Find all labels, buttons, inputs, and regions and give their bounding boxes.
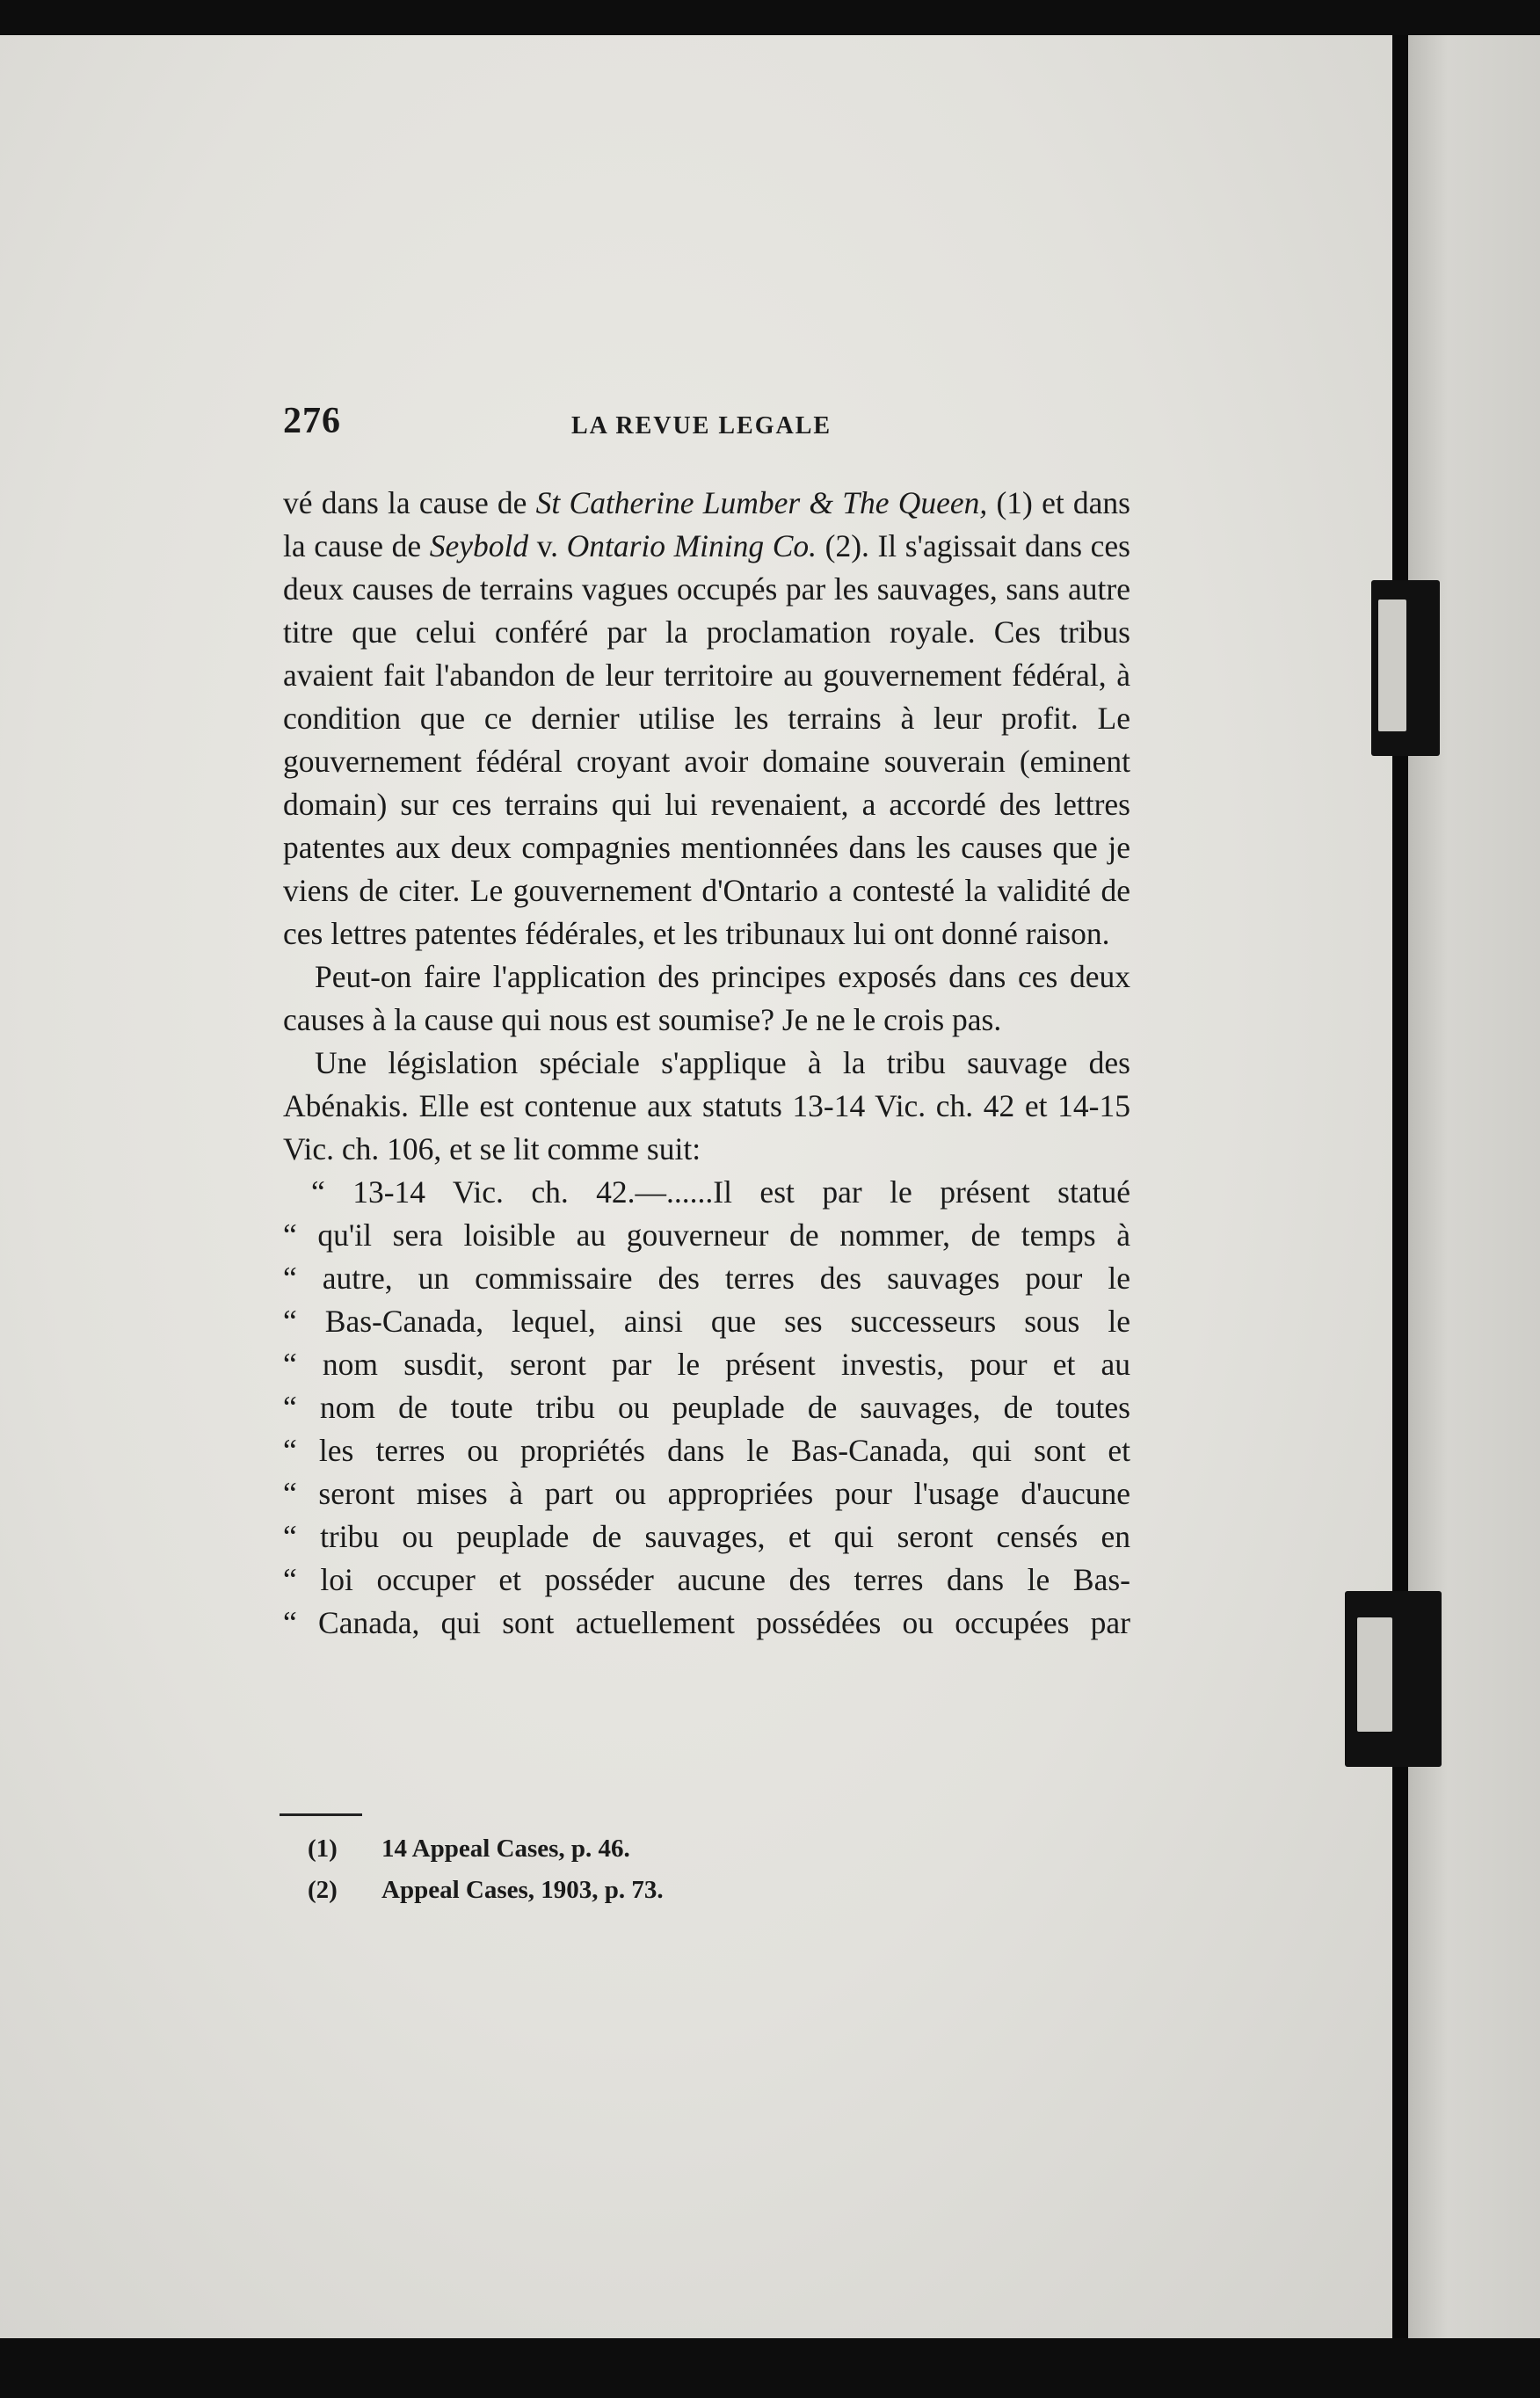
- quote-line: “ Canada, qui sont actuellement possédées ou occupées par: [283, 1605, 1130, 1640]
- footnote: [308, 1870, 664, 1911]
- quote-line: “ nom susdit, seront par le présent investis, pour et au: [283, 1347, 1130, 1382]
- footnote-number: (2): [308, 1876, 338, 1904]
- text-run: (2). Il s'agissait dans ces deux causes de terrains vagues occupés par les sauvages, sans autre titre que celui conféré par la proclamation royale. Ces tribus avaient fait l'abandon de leur territoire au gouvernement fédéral, à condition que ce dernier utilise les terrains à leur profit. Le gouvernement fédéral croyant avoir domaine souverain (eminent domain) sur ces terrains qui lui revenaient, a accordé des lettres patentes aux deux compagnies mentionnées dans les causes que je viens de citer. Le gouvernement d'Ontario a contesté la validité de ces lettres patentes fédérales, et les tribunaux lui ont donné raison.: [283, 528, 1130, 951]
- footnote-number: (1): [308, 1835, 338, 1863]
- binding-tab: [1371, 580, 1440, 756]
- paragraph: [283, 482, 1130, 956]
- paragraph: Une législation spéciale s'applique à la tribu sauvage des Abénakis. Elle est contenue aux statuts 13-14 Vic. ch. 42 et 14-15 Vic. ch. 106, et se lit comme suit:: [283, 1045, 1130, 1166]
- quote-line: “ Bas-Canada, lequel, ainsi que ses successeurs sous le: [283, 1304, 1130, 1339]
- text-run: (1) et dans la cause de: [283, 485, 1130, 563]
- case-name: Seybold: [429, 528, 529, 563]
- footnote-text: 14 Appeal Cases, p. 46.: [381, 1835, 630, 1863]
- quote-line: “ qu'il sera loisible au gouverneur de nommer, de temps à: [283, 1217, 1130, 1253]
- page-gutter-edge: [1392, 35, 1408, 2338]
- binding-tab-paper: [1378, 600, 1406, 731]
- page-number: 276: [283, 401, 341, 441]
- quote-line: “ autre, un commissaire des terres des sauvages pour le: [283, 1261, 1130, 1296]
- text-run: v.: [528, 528, 567, 563]
- text-run: vé dans la cause de: [283, 485, 536, 520]
- footnote: [308, 1828, 664, 1870]
- adjacent-page-strip: [1408, 35, 1540, 2338]
- footnote-rule: [280, 1813, 362, 1816]
- body-text: [283, 482, 1130, 1645]
- quote-line: “ loi occuper et posséder aucune des terres dans le Bas-: [283, 1562, 1130, 1597]
- case-name: Ontario Mining Co.: [566, 528, 817, 563]
- page-header: [283, 400, 1136, 453]
- case-name: St Catherine Lumber & The Queen,: [535, 485, 988, 520]
- statute-quote: [283, 1171, 1130, 1645]
- quote-line: “ les terres ou propriétés dans le Bas-Canada, qui sont et: [283, 1433, 1130, 1468]
- quote-line: “ seront mises à part ou appropriées pour l'usage d'aucune: [283, 1476, 1130, 1511]
- quote-line: “ 13-14 Vic. ch. 42.—......Il est par le présent statué: [311, 1174, 1130, 1210]
- footnote-text: Appeal Cases, 1903, p. 73.: [381, 1876, 664, 1904]
- running-title: LA REVUE LEGALE: [571, 412, 832, 440]
- binding-tab: [1345, 1591, 1442, 1767]
- quote-line: “ nom de toute tribu ou peuplade de sauvages, de toutes: [283, 1390, 1130, 1425]
- binding-tab-paper: [1357, 1617, 1392, 1732]
- quote-line: “ tribu ou peuplade de sauvages, et qui seront censés en: [283, 1519, 1130, 1554]
- paragraph: Peut-on faire l'application des principes exposés dans ces deux causes à la cause qui nous est soumise? Je ne le crois pas.: [283, 959, 1130, 1037]
- footnotes: [308, 1828, 664, 1911]
